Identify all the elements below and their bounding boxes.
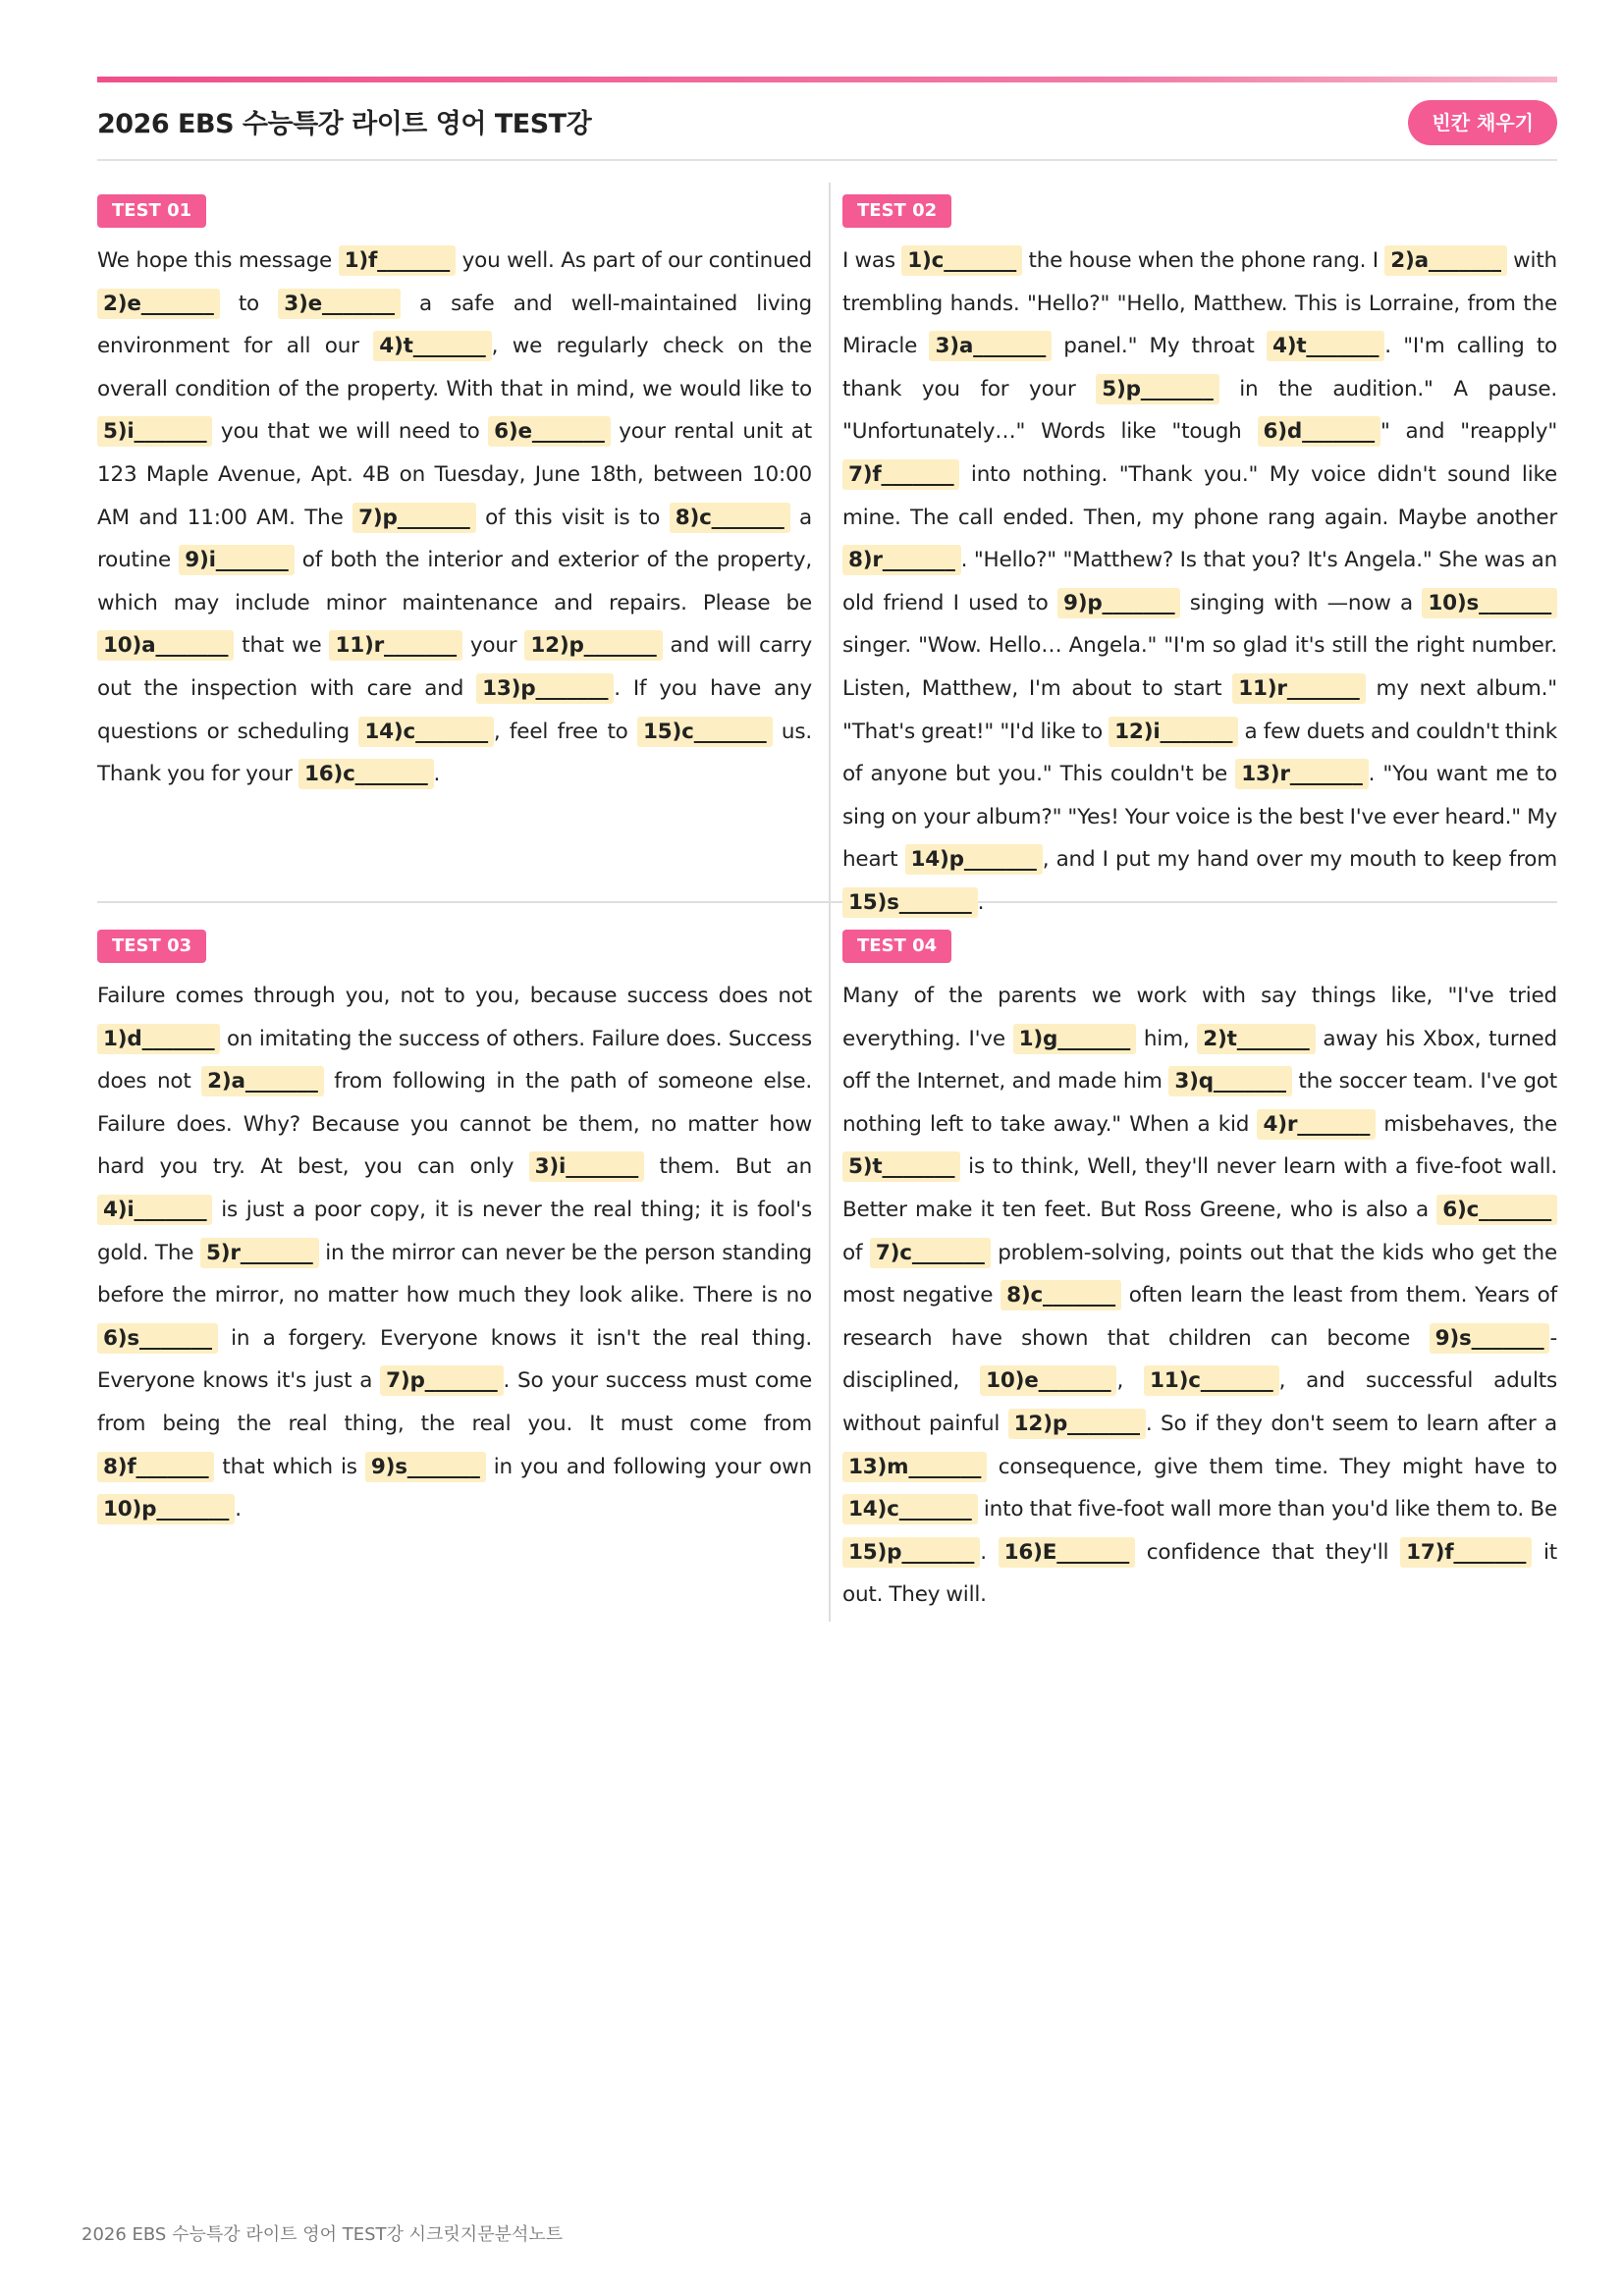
passage-text: my next album." "That's great!" "I'd like to bbox=[842, 675, 1557, 744]
passage-text: you that we will need to bbox=[212, 419, 489, 445]
test-label: TEST 03 bbox=[97, 930, 206, 963]
passage-text: that which is bbox=[214, 1454, 365, 1479]
passage-text: Many of the parents we work with say things like, "I've tried everything. I've bbox=[842, 984, 1557, 1051]
answer-blank[interactable]: 4)t_______ bbox=[1267, 331, 1384, 361]
answer-blank[interactable]: 7)c_______ bbox=[870, 1238, 991, 1268]
passage-text: it out. They will. bbox=[842, 1539, 1557, 1608]
passage-text: -disciplined, bbox=[842, 1325, 1557, 1394]
answer-blank[interactable]: 10)s_______ bbox=[1422, 588, 1557, 618]
passage-text: of both the interior and exterior of the property, which may include minor maintenance and repairs. Please be bbox=[97, 548, 813, 615]
passage-text: in you and following your own bbox=[485, 1454, 812, 1479]
test-02-passage bbox=[842, 240, 1557, 925]
fill-blank-badge: 빈칸 채우기 bbox=[1408, 100, 1557, 145]
answer-blank[interactable]: 11)r_______ bbox=[329, 630, 461, 661]
answer-blank[interactable]: 4)r_______ bbox=[1257, 1109, 1376, 1140]
answer-blank[interactable]: 2)a_______ bbox=[1384, 245, 1507, 276]
passage-text: that we bbox=[234, 633, 330, 659]
answer-blank[interactable]: 7)p_______ bbox=[352, 503, 475, 533]
passage-text: . bbox=[977, 889, 985, 915]
passage-text: a safe and well-maintained living environment for all our bbox=[97, 291, 813, 359]
answer-blank[interactable]: 3)i_______ bbox=[529, 1151, 644, 1182]
answer-blank[interactable]: 16)c_______ bbox=[298, 759, 434, 789]
passage-text: . bbox=[980, 1539, 999, 1565]
answer-blank[interactable]: 6)c_______ bbox=[1436, 1195, 1557, 1225]
passage-text: in a forgery. Everyone knows it isn't the real thing. Everyone knows it's just a bbox=[97, 1325, 812, 1394]
answer-blank[interactable]: 8)c_______ bbox=[670, 503, 790, 533]
answer-blank[interactable]: 8)f_______ bbox=[97, 1452, 214, 1482]
passage-text: in the mirror can never be the person standing before the mirror, no matter how much they look alike. There is no bbox=[97, 1240, 812, 1308]
test-04-passage bbox=[842, 975, 1557, 1617]
answer-blank[interactable]: 10)a_______ bbox=[97, 630, 234, 661]
answer-blank[interactable]: 11)r_______ bbox=[1232, 673, 1365, 704]
passage-text: . "You want me to sing on your album?" "Yes! Your voice is the best I've ever heard." My heart bbox=[842, 762, 1557, 873]
passage-text: us. Thank you for your bbox=[97, 719, 812, 787]
answer-blank[interactable]: 5)t_______ bbox=[842, 1151, 960, 1182]
test-01-section bbox=[97, 194, 812, 796]
answer-blank[interactable]: 5)p_______ bbox=[1096, 374, 1218, 404]
passage-text: is to think, Well, they'll never learn with a five-foot wall. Better make it ten feet. But Ross Greene, who is also a bbox=[842, 1154, 1557, 1222]
passage-text: the soccer team. I've got nothing left to take away." When a kid bbox=[842, 1069, 1557, 1137]
answer-blank[interactable]: 6)e_______ bbox=[488, 416, 611, 447]
passage-text: . So if they don't seem to learn after a bbox=[1145, 1411, 1557, 1436]
passage-text: , we regularly check on the overall condition of the property. With that in mind, we would like to bbox=[97, 334, 812, 401]
passage-text: , and successful adults without painful bbox=[842, 1368, 1557, 1436]
passage-text: with trembling hands. "Hello?" "Hello, Matthew. This is Lorraine, from the Miracle bbox=[842, 248, 1557, 359]
passage-text: you well. As part of our continued bbox=[456, 248, 812, 273]
passage-text: misbehaves, the bbox=[1376, 1111, 1557, 1137]
passage-text: a routine bbox=[97, 505, 813, 573]
page-footer: 2026 EBS 수능특강 라이트 영어 TEST강 시크릿지문분석노트 bbox=[81, 2224, 564, 2245]
passage-text: We hope this message bbox=[97, 248, 339, 273]
passage-text: " and "reapply" bbox=[1380, 419, 1558, 445]
answer-blank[interactable]: 10)p_______ bbox=[97, 1494, 235, 1524]
passage-text: I was bbox=[842, 248, 902, 273]
test-03-passage bbox=[97, 975, 812, 1531]
answer-blank[interactable]: 6)d_______ bbox=[1258, 416, 1380, 447]
passage-text: your bbox=[461, 633, 525, 659]
passage-text: panel." My throat bbox=[1052, 334, 1267, 359]
passage-text: confidence that they'll bbox=[1135, 1539, 1401, 1565]
answer-blank[interactable]: 1)c_______ bbox=[901, 245, 1022, 276]
passage-text: consequence, give them time. They might have to bbox=[987, 1454, 1557, 1479]
test-04-section bbox=[842, 930, 1557, 1617]
answer-blank[interactable]: 17)f_______ bbox=[1400, 1537, 1532, 1568]
answer-blank[interactable]: 6)s_______ bbox=[97, 1323, 218, 1354]
answer-blank[interactable]: 13)p_______ bbox=[476, 673, 614, 704]
top-accent-bar bbox=[97, 77, 1557, 82]
passage-text: often learn the least from them. Years of research have shown that children can become bbox=[842, 1283, 1557, 1351]
passage-text: into that five-foot wall more than you'd like them to. Be bbox=[977, 1497, 1557, 1522]
answer-blank[interactable]: 9)p_______ bbox=[1057, 588, 1180, 618]
passage-text: the house when the phone rang. I bbox=[1022, 248, 1385, 273]
answer-blank[interactable]: 5)i_______ bbox=[97, 416, 212, 447]
passage-text: them. But an bbox=[644, 1154, 812, 1180]
page-title: 2026 EBS 수능특강 라이트 영어 TEST강 bbox=[97, 109, 592, 139]
test-label: TEST 01 bbox=[97, 194, 206, 228]
test-label: TEST 02 bbox=[842, 194, 951, 228]
passage-text: . "Hello?" "Matthew? Is that you? It's Angela." She was an old friend I used to bbox=[842, 548, 1557, 615]
passage-text: to bbox=[219, 291, 279, 316]
answer-blank[interactable]: 16)E_______ bbox=[999, 1537, 1135, 1568]
answer-blank[interactable]: 13)m_______ bbox=[842, 1452, 987, 1482]
passage-text: problem-solving, points out that the kids who get the most negative bbox=[842, 1240, 1557, 1308]
answer-blank[interactable]: 12)p_______ bbox=[524, 630, 662, 661]
answer-blank[interactable]: 3)a_______ bbox=[929, 331, 1052, 361]
answer-blank[interactable]: 1)d_______ bbox=[97, 1024, 220, 1054]
test-label: TEST 04 bbox=[842, 930, 951, 963]
answer-blank[interactable]: 1)f_______ bbox=[339, 245, 456, 276]
answer-blank[interactable]: 14)p_______ bbox=[905, 844, 1043, 875]
answer-blank[interactable]: 7)f_______ bbox=[842, 459, 959, 490]
answer-blank[interactable]: 13)r_______ bbox=[1235, 759, 1368, 789]
answer-blank[interactable]: 4)i_______ bbox=[97, 1195, 212, 1225]
test-01-passage bbox=[97, 240, 812, 796]
passage-text: singing with —now a bbox=[1180, 590, 1423, 615]
answer-blank[interactable]: 3)e_______ bbox=[278, 289, 401, 319]
answer-blank[interactable]: 9)i_______ bbox=[179, 545, 294, 575]
answer-blank[interactable]: 15)p_______ bbox=[842, 1537, 980, 1568]
answer-blank[interactable]: 15)c_______ bbox=[637, 717, 773, 747]
answer-blank[interactable]: 8)c_______ bbox=[1001, 1280, 1121, 1310]
passage-text: of this visit is to bbox=[475, 505, 670, 530]
answer-blank[interactable]: 1)g_______ bbox=[1013, 1024, 1136, 1054]
test-02-section bbox=[842, 194, 1557, 925]
answer-blank[interactable]: 7)p_______ bbox=[380, 1365, 503, 1396]
passage-text: into nothing. "Thank you." My voice didn't sound like mine. The call ended. Then, my phone rang again. Maybe another bbox=[842, 461, 1557, 530]
answer-blank[interactable]: 9)s_______ bbox=[365, 1452, 486, 1482]
passage-text: of bbox=[842, 1240, 870, 1265]
passage-text: in the audition." A pause. "Unfortunately…" Words like "tough bbox=[842, 376, 1558, 445]
passage-text: . bbox=[433, 762, 441, 787]
passage-text: and will carry out the inspection with care and bbox=[97, 633, 812, 701]
passage-text: , bbox=[1116, 1368, 1145, 1394]
answer-blank[interactable]: 2)a_______ bbox=[201, 1066, 324, 1096]
answer-blank[interactable]: 8)r_______ bbox=[842, 545, 961, 575]
answer-blank[interactable]: 3)q_______ bbox=[1168, 1066, 1291, 1096]
passage-text: . If you have any questions or scheduling bbox=[97, 675, 813, 744]
passage-text: . "I'm calling to thank you for your bbox=[842, 334, 1558, 401]
answer-blank[interactable]: 14)c_______ bbox=[842, 1494, 978, 1524]
answer-blank[interactable]: 15)s_______ bbox=[842, 887, 978, 918]
passage-text: away his Xbox, turned off the Internet, and made him bbox=[842, 1026, 1557, 1095]
answer-blank[interactable]: 14)c_______ bbox=[358, 717, 494, 747]
answer-blank[interactable]: 4)t_______ bbox=[373, 331, 491, 361]
answer-blank[interactable]: 10)e_______ bbox=[980, 1365, 1116, 1396]
passage-text: , feel free to bbox=[493, 719, 638, 744]
answer-blank[interactable]: 11)c_______ bbox=[1144, 1365, 1279, 1396]
passage-text: on imitating the success of others. Failure does. Success does not bbox=[97, 1026, 812, 1095]
passage-text: , and I put my hand over my mouth to keep from bbox=[1042, 847, 1557, 873]
passage-text: him, bbox=[1136, 1026, 1198, 1051]
passage-text: your rental unit at 123 Maple Avenue, Apt. 4B on Tuesday, June 18th, between 10:00 AM and 11:00 AM. The bbox=[97, 419, 813, 530]
passage-text: . So your success must come from being the real thing, the real you. It must come from bbox=[97, 1368, 812, 1436]
passage-text: is just a poor copy, it is never the real thing; it is fool's gold. The bbox=[97, 1197, 812, 1265]
passage-text: singer. "Wow. Hello… Angela." "I'm so glad it's still the right number. Listen, Matthew, I'm about to start bbox=[842, 633, 1557, 701]
page-header bbox=[97, 98, 1557, 161]
passage-text: . bbox=[235, 1497, 242, 1522]
answer-blank[interactable]: 9)s_______ bbox=[1430, 1323, 1550, 1354]
test-03-section bbox=[97, 930, 812, 1531]
answer-blank[interactable]: 5)r_______ bbox=[200, 1238, 319, 1268]
answer-blank[interactable]: 2)e_______ bbox=[97, 289, 220, 319]
passage-text: a few duets and couldn't think of anyone but you." This couldn't be bbox=[842, 719, 1557, 787]
answer-blank[interactable]: 2)t_______ bbox=[1197, 1024, 1315, 1054]
answer-blank[interactable]: 12)i_______ bbox=[1109, 717, 1238, 747]
passage-text: Failure comes through you, not to you, because success does not bbox=[97, 984, 812, 1008]
passage-text: from following in the path of someone else. Failure does. Why? Because you cannot be them, no matter how hard you try. At best, you can only bbox=[97, 1069, 812, 1180]
answer-blank[interactable]: 12)p_______ bbox=[1008, 1409, 1146, 1439]
